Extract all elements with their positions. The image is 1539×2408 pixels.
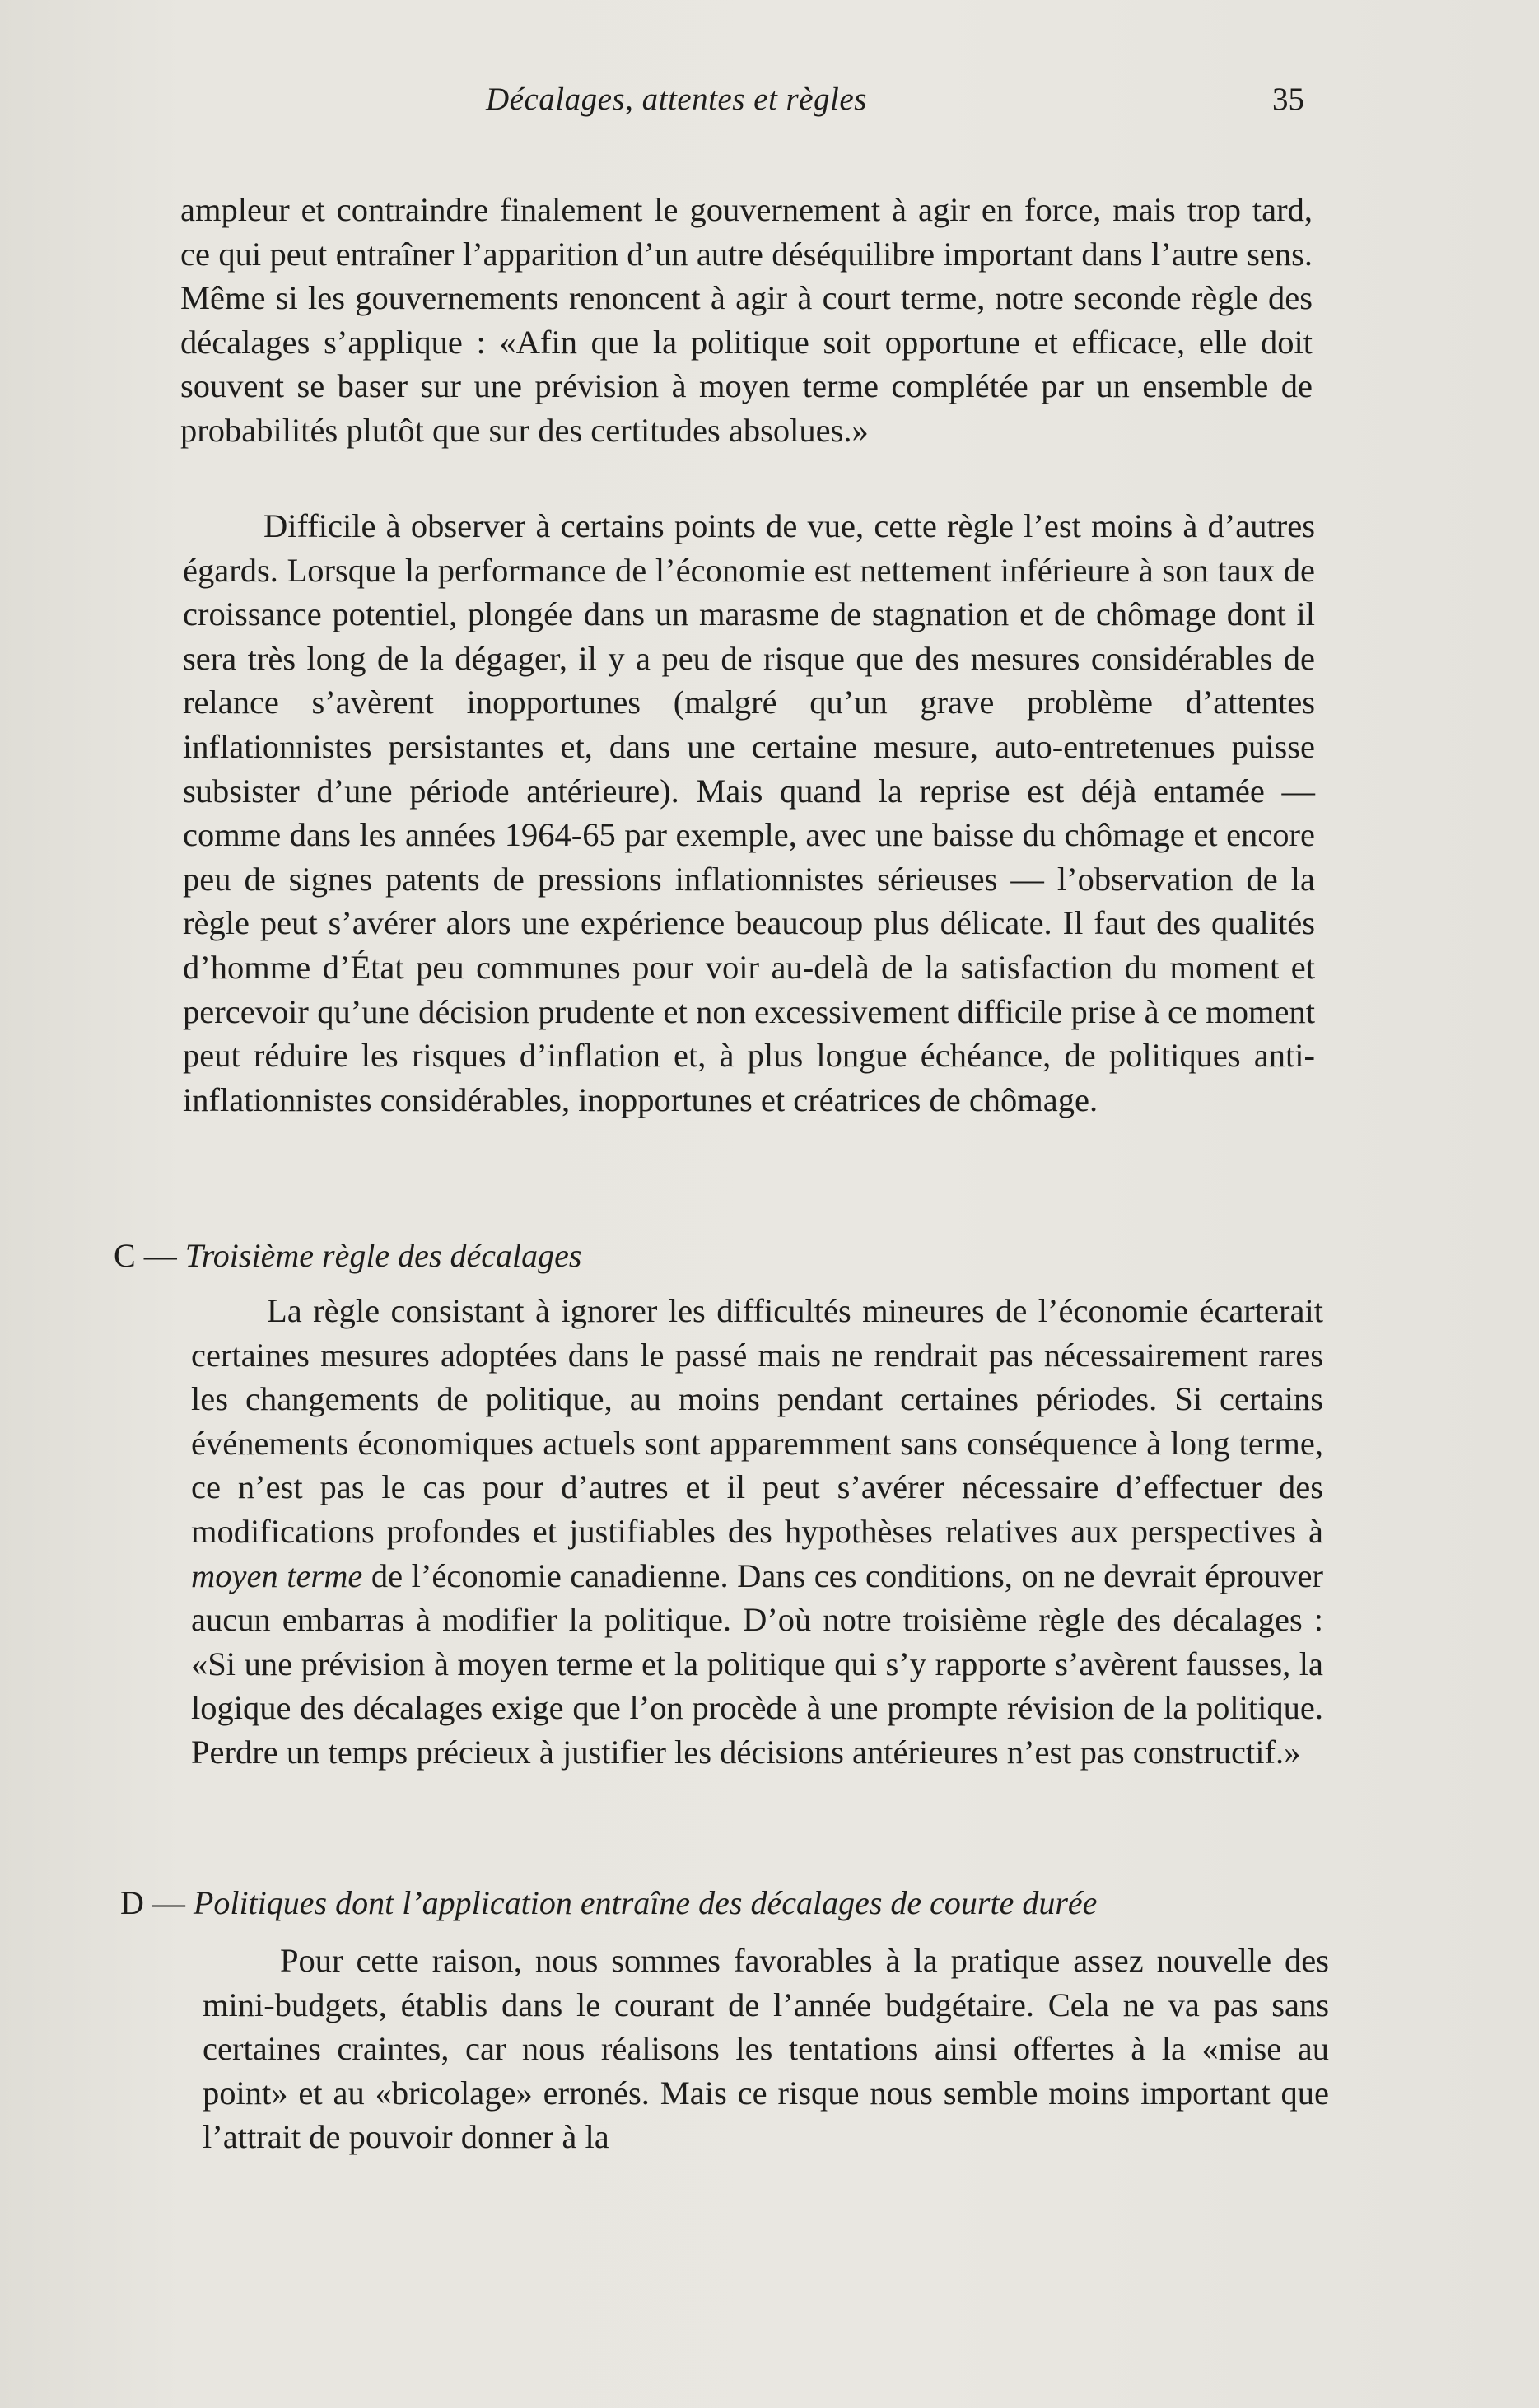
page-number: 35 xyxy=(1272,82,1304,117)
paragraph-1 xyxy=(180,188,1313,453)
section-heading-d xyxy=(120,1883,1097,1924)
section-c-title: Troisième règle des décalages xyxy=(184,1237,582,1274)
paragraph-3-part-1: La règle consistant à ignorer les difficultés mineures de l’économie écarterait certaines mesures adoptées dans le passé mais ne rendrait pas nécessairement rares les changements de politique, au moins pendant certaines périodes. Si certains événements économiques actuels sont apparemment sans conséquence à long terme, ce n’est pas le cas pour d’autres et il peut s’avérer nécessaire d’effectuer des modifications profondes et justifiables des hypothèses relatives aux perspectives à xyxy=(191,1292,1323,1550)
paragraph-2-text: Difficile à observer à certains points de vue, cette règle l’est moins à d’autres égards. Lorsque la performance de l’économie est nettement inférieure à son taux de croissance potentiel, plongée dans un marasme de stagnation et de chômage dont il sera très long de la dégager, il y a peu de risque que des mesures considérables de relance s’avèrent inopportunes (malgré qu’un grave problème d’attentes inflationnistes persistantes et, dans une certaine mesure, auto-entretenues puisse subsister d’une période antérieure). Mais quand la reprise est déjà entamée — comme dans les années 1964-65 par exemple, avec une baisse du chômage et encore peu de signes patents de pressions inflationnistes sérieuses — l’observation de la règle peut s’avérer alors une expérience beaucoup plus délicate. Il faut des qualités d’homme d’État peu communes pour voir au-delà de la satisfaction du moment et percevoir qu’une décision prudente et non excessivement difficile prise à ce moment peut réduire les risques d’inflation et, à plus longue échéance, de politiques anti-inflationnistes considérables, inopportunes et créatrices de chômage. xyxy=(183,507,1315,1118)
paragraph-4 xyxy=(203,1939,1329,2159)
section-c-letter: C xyxy=(114,1237,136,1274)
running-header xyxy=(0,81,1539,130)
section-d-title: Politiques dont l’application entraîne des décalages de courte durée xyxy=(193,1884,1098,1921)
paragraph-2 xyxy=(183,504,1315,1122)
paragraph-3-emphasis: moyen terme xyxy=(191,1556,363,1594)
paragraph-4-text: Pour cette raison, nous sommes favorables à la pratique assez nouvelle des mini-budgets, établis dans le courant de l’année budgétaire. Cela ne va pas sans certaines craintes, car nous réalisons les tentations ainsi offertes à la «mise au point» et au «bricolage» erronés. Mais ce risque nous semble moins important que l’attrait de pouvoir donner à la xyxy=(203,1942,1329,2156)
section-d-letter: D xyxy=(120,1884,144,1921)
running-title: Décalages, attentes et règles xyxy=(486,82,867,117)
paragraph-3 xyxy=(191,1289,1323,1775)
section-heading-c xyxy=(114,1235,581,1276)
paragraph-1-text: ampleur et contraindre finalement le gouvernement à agir en force, mais trop tard, ce qui peut entraîner l’apparition d’un autre déséquilibre important dans l’autre sens. Même si les gouvernements renoncent à agir à court terme, notre seconde règle des décalages s’applique : «Afin que la politique soit opportune et efficace, elle doit souvent se baser sur une prévision à moyen terme complétée par un ensemble de probabilités plutôt que sur des certitudes absolues.» xyxy=(180,191,1313,449)
section-d-dash: — xyxy=(152,1884,185,1921)
paragraph-3-text xyxy=(191,1289,1323,1775)
section-c-dash: — xyxy=(143,1237,177,1274)
paragraph-3-part-2: de l’économie canadienne. Dans ces conditions, on ne devrait éprouver aucun embarras à modifier la politique. D’où notre troisième règle des décalages : «Si une prévision à moyen terme et la politique qui s’y rapporte s’avèrent fausses, la logique des décalages exige que l’on procède à une prompte révision de la politique. Perdre un temps précieux à justifier les décisions antérieures n’est pas constructif.» xyxy=(191,1556,1323,1771)
